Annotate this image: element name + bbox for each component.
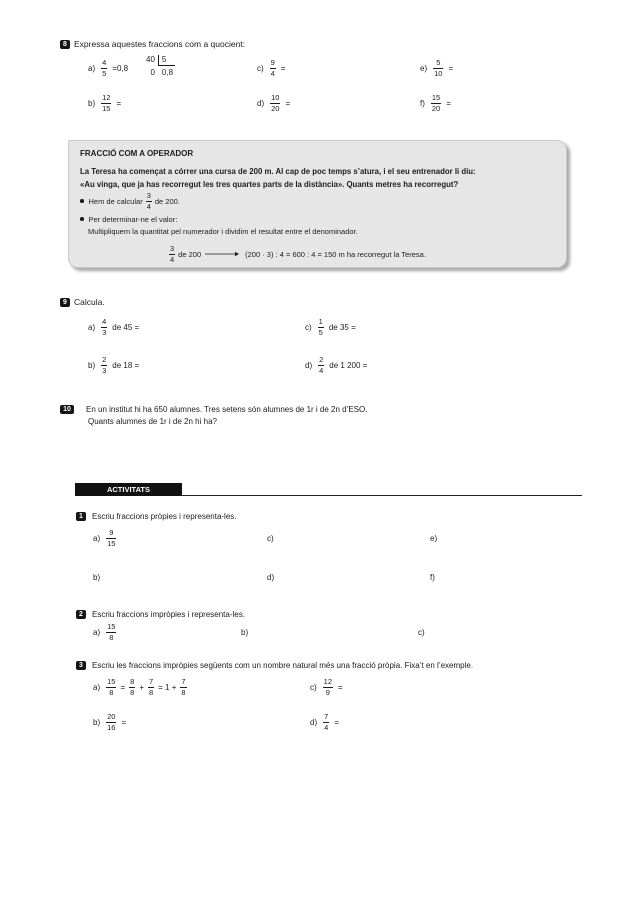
item-label: a) xyxy=(93,627,101,637)
arrow-right-icon xyxy=(205,251,239,257)
denominator: 3 xyxy=(102,365,107,375)
operator: = xyxy=(120,682,126,692)
division-remainder: 0 xyxy=(150,68,155,77)
division-divisor: 5 xyxy=(158,55,175,66)
fraction xyxy=(129,678,135,697)
item-label: a) xyxy=(88,322,96,332)
item-label: b) xyxy=(88,98,96,108)
fraction xyxy=(148,678,154,697)
division-dividend: 40 xyxy=(146,55,155,64)
item-label: b) xyxy=(88,360,96,370)
answer-suffix: = xyxy=(334,717,339,727)
problem-statement-line: «Au vinga, que ja has recorregut les tres quartes parts de la distància». Quants metres ha recorregut? xyxy=(80,180,459,189)
answer-suffix: = xyxy=(446,98,451,108)
item-label: d) xyxy=(257,98,265,108)
exercise-number-badge: 10 xyxy=(60,405,74,414)
item-text: de 18 = xyxy=(112,360,140,370)
problem-question-line: Quants alumnes de 1r i de 2n hi ha? xyxy=(88,417,217,426)
fraction xyxy=(270,94,280,113)
exercise-item xyxy=(88,317,139,337)
item-label: f) xyxy=(430,572,435,582)
fraction xyxy=(318,356,324,375)
denominator: 8 xyxy=(109,687,114,697)
problem-statement-line: En un institut hi ha 650 alumnes. Tres setens són alumnes de 1r i de 2n d’ESO. xyxy=(86,405,368,414)
numerator: 10 xyxy=(271,92,280,102)
numerator: 15 xyxy=(431,92,441,102)
worked-formula xyxy=(169,244,426,264)
fraction xyxy=(270,59,276,78)
exercise-item xyxy=(88,58,128,78)
item-label: d) xyxy=(310,717,318,727)
item-label: f) xyxy=(420,98,425,108)
denominator: 9 xyxy=(325,687,330,697)
numerator: 7 xyxy=(148,676,154,686)
activity-item xyxy=(430,528,443,548)
activity-number-badge: 3 xyxy=(76,661,86,670)
activity-instruction: Escriu fraccions impròpies i representa-les. xyxy=(92,610,245,619)
denominator: 8 xyxy=(130,687,135,697)
answer-suffix: = xyxy=(116,98,122,108)
item-label: b) xyxy=(93,717,101,727)
denominator: 20 xyxy=(431,103,441,113)
activity-item xyxy=(418,622,431,642)
theory-box xyxy=(68,140,567,268)
numerator: 15 xyxy=(107,621,116,631)
numerator: 20 xyxy=(107,711,116,721)
numerator: 1 xyxy=(318,316,323,326)
activity-item xyxy=(93,712,126,732)
numerator: 15 xyxy=(107,676,116,686)
numerator: 3 xyxy=(146,190,151,200)
numerator: 2 xyxy=(102,354,107,364)
exercise-item xyxy=(420,93,451,113)
denominator: 15 xyxy=(102,103,111,113)
bullet-icon xyxy=(80,217,84,221)
problem-statement-line: La Teresa ha començat a córrer una cursa de 200 m. Al cap de poc temps s’atura, i el seu entrenador li diu: xyxy=(80,167,476,176)
item-text: de 35 = xyxy=(328,322,356,332)
numerator: 2 xyxy=(319,354,324,364)
bullet-icon xyxy=(80,199,84,203)
exercise-number-badge: 9 xyxy=(60,298,70,307)
denominator: 15 xyxy=(107,538,116,548)
formula-result: (200 · 3) : 4 = 600 : 4 = 150 m ha recorregut la Teresa. xyxy=(245,249,426,259)
answer-suffix: =0,8 xyxy=(112,63,129,73)
fraction xyxy=(318,318,324,337)
activity-item xyxy=(93,622,119,642)
answer-suffix: = xyxy=(338,682,343,692)
numerator: 5 xyxy=(436,57,441,67)
exercise-item xyxy=(420,58,453,78)
denominator: 4 xyxy=(324,722,329,732)
denominator: 8 xyxy=(148,687,154,697)
fraction xyxy=(101,59,107,78)
activity-item xyxy=(241,622,254,642)
answer-suffix: = xyxy=(121,717,127,727)
item-text: de 45 = xyxy=(112,322,140,332)
fraction xyxy=(433,59,443,78)
item-text: de 1 200 = xyxy=(329,360,368,370)
activity-item xyxy=(267,528,280,548)
exercise-instruction: Expressa aquestes fraccions com a quocient: xyxy=(74,39,246,49)
activity-item xyxy=(310,712,339,732)
exercise-item xyxy=(305,355,367,375)
fraction xyxy=(106,529,116,548)
explanation-text: Multipliquem la quantitat pel numerador i dividim el resultat entre el denominador. xyxy=(88,227,358,236)
item-label: b) xyxy=(93,572,101,582)
numerator: 7 xyxy=(181,676,186,686)
item-label: a) xyxy=(93,682,101,692)
denominator: 4 xyxy=(319,365,324,375)
operator: + xyxy=(139,682,144,692)
operator: = 1 + xyxy=(158,682,177,692)
activity-item xyxy=(93,528,119,548)
item-label: c) xyxy=(418,627,425,637)
activity-instruction: Escriu fraccions pròpies i representa-les. xyxy=(92,512,237,521)
numerator: 9 xyxy=(270,57,275,67)
fraction xyxy=(180,678,186,697)
bullet-text: Per determinar-ne el valor: xyxy=(88,214,178,224)
fraction xyxy=(101,356,107,375)
exercise-instruction: Calcula. xyxy=(74,297,105,307)
box-title: FRACCIÓ COM A OPERADOR xyxy=(80,149,194,158)
denominator: 10 xyxy=(434,68,443,78)
denominator: 16 xyxy=(107,722,116,732)
exercise-item xyxy=(257,93,290,113)
bullet-item xyxy=(80,209,177,229)
section-header-activities: ACTIVITATS xyxy=(75,483,182,496)
item-label: e) xyxy=(430,533,438,543)
item-label: d) xyxy=(267,572,275,582)
exercise-item xyxy=(88,93,121,113)
bullet-item xyxy=(80,191,180,211)
activity-item xyxy=(93,567,106,587)
long-division xyxy=(146,55,175,78)
activity-number-badge: 2 xyxy=(76,610,86,619)
numerator: 3 xyxy=(170,243,175,253)
division-quotient: 0,8 xyxy=(161,68,174,77)
bullet-text: Hem de calcular xyxy=(88,196,143,206)
fraction xyxy=(146,192,152,211)
section-divider xyxy=(182,495,582,496)
denominator: 4 xyxy=(146,201,151,211)
numerator: 4 xyxy=(102,57,107,67)
fraction xyxy=(101,94,111,113)
fraction xyxy=(431,94,441,113)
fraction xyxy=(323,678,333,697)
numerator: 9 xyxy=(109,527,114,537)
item-label: b) xyxy=(241,627,249,637)
answer-suffix: = xyxy=(285,98,291,108)
exercise-item xyxy=(88,355,139,375)
denominator: 5 xyxy=(318,327,323,337)
item-label: c) xyxy=(310,682,317,692)
numerator: 4 xyxy=(102,316,107,326)
numerator: 12 xyxy=(102,92,111,102)
activity-item xyxy=(430,567,441,587)
denominator: 5 xyxy=(102,68,107,78)
numerator: 12 xyxy=(323,676,333,686)
denominator: 4 xyxy=(270,68,275,78)
item-label: a) xyxy=(93,533,101,543)
denominator: 4 xyxy=(170,254,175,264)
answer-suffix: = xyxy=(448,63,454,73)
fraction xyxy=(169,245,175,264)
activity-item xyxy=(310,677,343,697)
activity-instruction: Escriu les fraccions impròpies següents com un nombre natural més una fracció pròpia. Fixa’t en l’exemple. xyxy=(92,661,474,670)
answer-suffix: = xyxy=(280,63,286,73)
worked-example xyxy=(93,677,190,697)
fraction xyxy=(323,713,329,732)
item-label: c) xyxy=(257,63,264,73)
exercise-item xyxy=(257,58,286,78)
denominator: 20 xyxy=(271,103,280,113)
exercise-number-badge: 8 xyxy=(60,40,70,49)
denominator: 3 xyxy=(102,327,107,337)
numerator: 7 xyxy=(324,711,329,721)
fraction xyxy=(101,318,107,337)
item-label: c) xyxy=(305,322,312,332)
item-label: e) xyxy=(420,63,428,73)
formula-of-text: de 200 xyxy=(178,249,202,259)
fraction xyxy=(106,713,116,732)
fraction xyxy=(106,678,116,697)
denominator: 8 xyxy=(109,632,114,642)
item-label: c) xyxy=(267,533,274,543)
activity-number-badge: 1 xyxy=(76,512,86,521)
fraction xyxy=(106,623,116,642)
activity-item xyxy=(267,567,280,587)
denominator: 8 xyxy=(181,687,186,697)
item-label: a) xyxy=(88,63,96,73)
item-label: d) xyxy=(305,360,313,370)
exercise-item xyxy=(305,317,356,337)
bullet-text: de 200. xyxy=(154,196,180,206)
numerator: 8 xyxy=(130,676,135,686)
